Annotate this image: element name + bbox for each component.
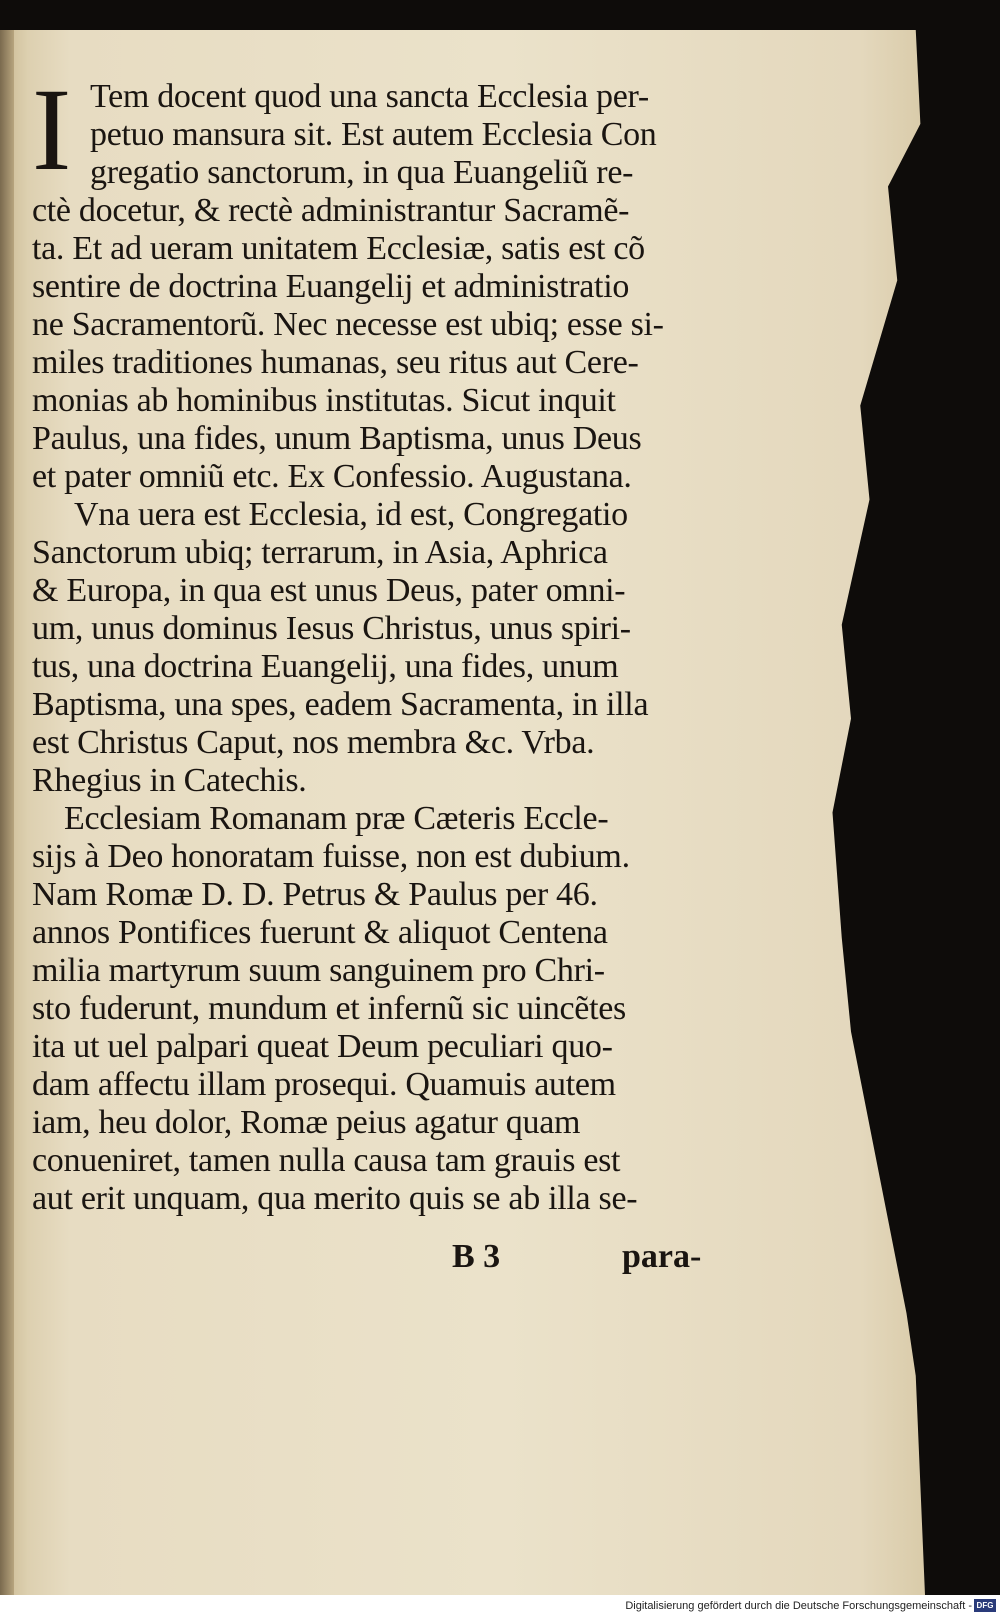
- text-line: monias ab hominibus institutas. Sicut inquit: [32, 382, 616, 419]
- text-line: sijs à Deo honoratam fuisse, non est dubium.: [32, 838, 630, 875]
- text-line: Ecclesiam Romanam præ Cæteris Eccle-: [64, 800, 609, 837]
- text-line: sentire de doctrina Euangelij et administratio: [32, 268, 630, 305]
- text-line: Sanctorum ubiq; terrarum, in Asia, Aphrica: [32, 534, 608, 571]
- text-line: milia martyrum suum sanguinem pro Chri-: [32, 952, 605, 989]
- signature-mark: B 3: [452, 1238, 501, 1275]
- text-line: Baptisma, una spes, eadem Sacramenta, in illa: [32, 686, 649, 723]
- footer-bar: [0, 1595, 1000, 1617]
- text-line: Rhegius in Catechis.: [32, 762, 307, 799]
- text-line: Vna uera est Ecclesia, id est, Congregatio: [74, 496, 628, 533]
- text-line: sto fuderunt, mundum et infernũ sic uincẽtes: [32, 990, 626, 1027]
- text-line: petuo mansura sit. Est autem Ecclesia Con: [90, 116, 657, 153]
- text-line: gregatio sanctorum, in qua Euangeliũ re-: [90, 154, 634, 191]
- catchword: para-: [622, 1238, 702, 1275]
- text-line: ctè docetur, & rectè administrantur Sacramẽ-: [32, 192, 630, 229]
- dfg-logo: DFG: [974, 1599, 996, 1612]
- text-line: Paulus, una fides, unum Baptisma, unus Deus: [32, 420, 642, 457]
- text-line: & Europa, in qua est unus Deus, pater omni-: [32, 572, 626, 609]
- text-line: tus, una doctrina Euangelij, una fides, unum: [32, 648, 619, 685]
- text-line: ne Sacramentorũ. Nec necesse est ubiq; esse si-: [32, 306, 664, 343]
- page-binding-edge: [0, 30, 14, 1595]
- text-line: miles traditiones humanas, seu ritus aut Cere-: [32, 344, 639, 381]
- text-line: conueniret, tamen nulla causa tam grauis est: [32, 1142, 621, 1179]
- text-line: um, unus dominus Iesus Christus, unus spiri-: [32, 610, 631, 647]
- funding-credit: Digitalisierung gefördert durch die Deutsche Forschungsgemeinschaft -: [625, 1600, 972, 1612]
- text-line: et pater omniũ etc. Ex Confessio. Augustana.: [32, 458, 632, 495]
- text-line: iam, heu dolor, Romæ peius agatur quam: [32, 1104, 581, 1141]
- text-line: dam affectu illam prosequi. Quamuis autem: [32, 1066, 616, 1103]
- text-line: annos Pontifices fuerunt & aliquot Centena: [32, 914, 608, 951]
- text-line: aut erit unquam, qua merito quis se ab illa se-: [32, 1180, 638, 1217]
- text-line: Nam Romæ D. D. Petrus & Paulus per 46.: [32, 876, 598, 913]
- text-line: est Christus Caput, nos membra &c. Vrba.: [32, 724, 595, 761]
- drop-cap-initial: I: [32, 64, 72, 195]
- text-line: ita ut uel palpari queat Deum peculiari quo-: [32, 1028, 613, 1065]
- text-line: ta. Et ad ueram unitatem Ecclesiæ, satis est cõ: [32, 230, 645, 267]
- text-line: Tem docent quod una sancta Ecclesia per-: [90, 78, 649, 115]
